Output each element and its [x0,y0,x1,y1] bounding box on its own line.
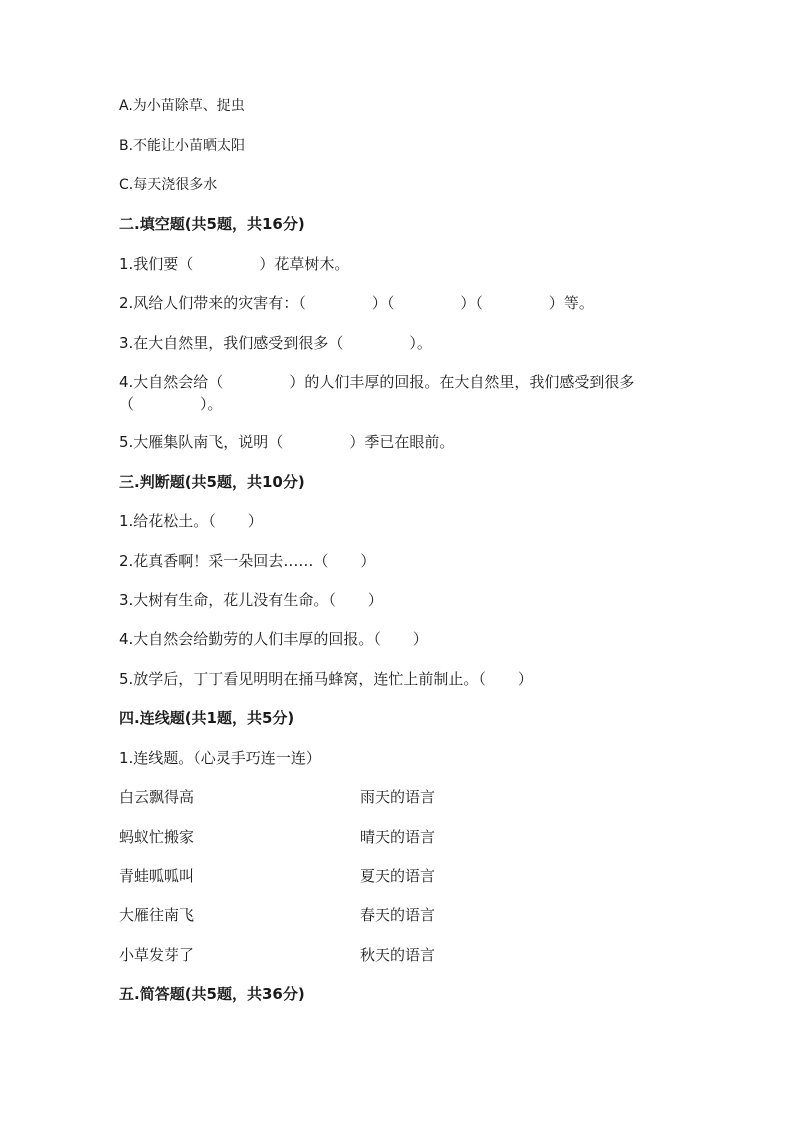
q-text-pre: 4.大自然会给（ [119,373,224,391]
q-text-post: ） [360,552,376,570]
q-text-pre: 4.大自然会给勤劳的人们丰厚的回报。（ [119,630,381,648]
fill-question-2 [119,293,594,313]
fill-question-4 [119,372,634,392]
q-text-post: ） [412,630,428,648]
q-text-post: ）等。 [548,294,594,312]
judge-question-3 [119,590,383,610]
q-text-pre: 3.在大自然里，我们感受到很多（ [119,334,344,352]
fill-question-3 [119,333,432,353]
q-text-pre: （ [119,395,135,413]
q-text-post: ）花草树木。 [259,255,350,273]
match-right-item: 雨天的语言 [360,788,436,806]
fill-question-1 [119,254,349,274]
section-4-title: 四.连线题(共1题，共5分) [119,709,295,727]
match-left-item: 小草发芽了 [119,946,195,964]
section-3-title: 三.判断题(共5题，共10分) [119,473,305,491]
option-c: C.每天浇很多水 [119,177,218,193]
judge-question-1 [119,511,263,531]
match-left-item: 蚂蚁忙搬家 [119,828,195,846]
q-text-pre: 3.大树有生命，花儿没有生命。（ [119,591,336,609]
q-text-pre: 1.我们要（ [119,255,194,273]
q-text-pre: 1.给花松土。（ [119,512,216,530]
q-text-post: ） [367,591,383,609]
option-a: A.为小苗除草、捉虫 [119,98,245,114]
judge-question-5 [119,669,533,689]
q-text-post: ） [247,512,263,530]
judge-question-2 [119,551,375,571]
option-b: B.不能让小苗晒太阳 [119,138,246,154]
match-left-item: 大雁往南飞 [119,906,195,924]
q-text-post: ）季已在眼前。 [349,433,455,451]
q-text-mid: ）（ [460,294,483,312]
section-2-title: 二.填空题(共5题，共16分) [119,215,305,233]
q-text-pre: 5.大雁集队南飞，说明（ [119,433,284,451]
fill-question-5 [119,432,454,452]
match-left-item: 青蛙呱呱叫 [119,867,195,885]
q-text-pre: 5.放学后，丁丁看见明明在捅马蜂窝，连忙上前制止。（ [119,670,486,688]
q-text-post: ）的人们丰厚的回报。在大自然里，我们感受到很多 [289,373,635,391]
section-5-title: 五.简答题(共5题，共36分) [119,985,305,1003]
q-text-mid: ）（ [371,294,395,312]
match-left-item: 白云飘得高 [119,788,195,806]
q-text-pre: 2.风给人们带来的灾害有：（ [119,294,306,312]
match-question-1: 1.连线题。（心灵手巧连一连） [119,749,321,767]
match-right-item: 秋天的语言 [360,946,436,964]
fill-question-4-line2 [119,394,223,414]
match-right-item: 春天的语言 [360,906,436,924]
q-text-post: ） [517,670,533,688]
q-text-post: ）。 [200,395,223,413]
match-right-item: 晴天的语言 [360,828,436,846]
q-text-post: ）。 [409,334,432,352]
match-right-item: 夏天的语言 [360,867,436,885]
q-text-pre: 2.花真香啊！采一朵回去……（ [119,552,329,570]
judge-question-4 [119,629,428,649]
